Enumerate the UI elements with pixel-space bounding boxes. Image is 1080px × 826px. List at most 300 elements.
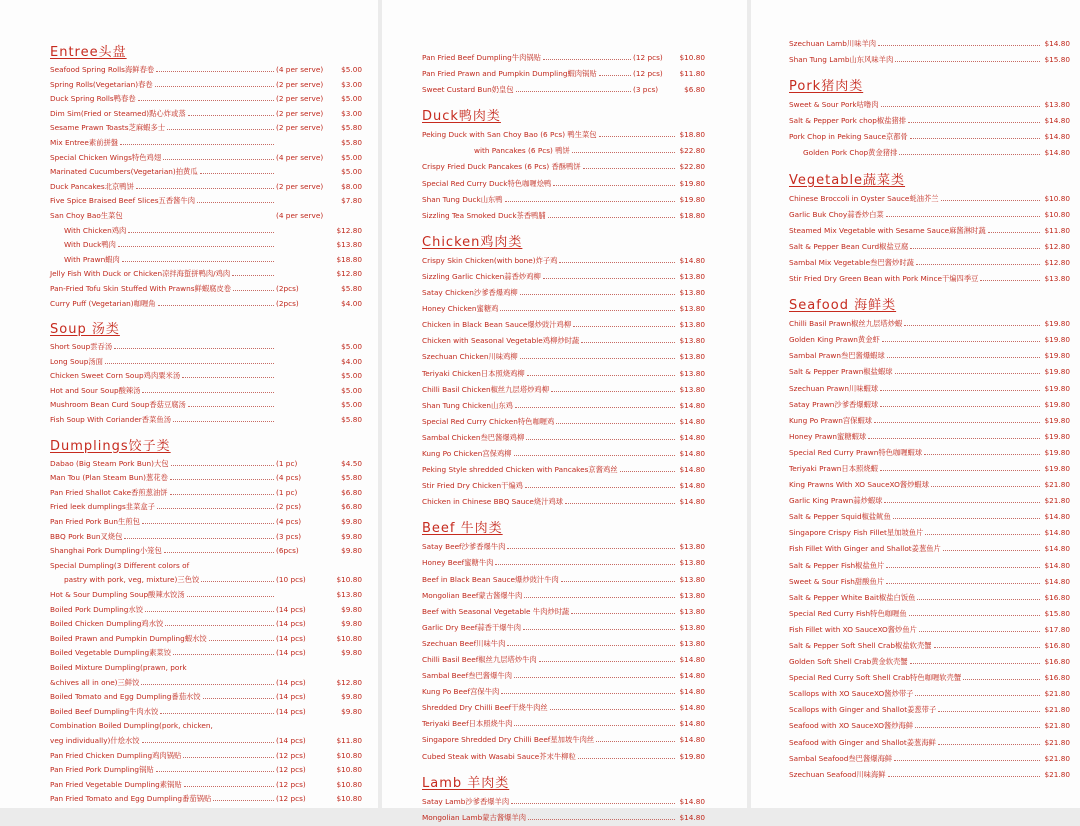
item-price: $21.80 <box>1044 705 1070 715</box>
menu-item <box>422 192 705 208</box>
item-price: $14.80 <box>679 812 705 822</box>
item-price: $13.80 <box>679 574 705 584</box>
item-name: Sweet Custard Bun奶皇包 <box>422 85 514 95</box>
menu-item <box>789 622 1070 638</box>
item-name: Special Red Curry Prawn特色咖喱蝦球 <box>789 447 923 457</box>
item-name: Sweet & Sour Fish甜酸鱼片 <box>789 576 885 586</box>
item-quantity: (2 per serve) <box>276 94 324 104</box>
dotted-leader <box>516 91 631 92</box>
item-price: $18.80 <box>336 254 362 264</box>
dotted-leader <box>899 154 1040 155</box>
menu-item <box>789 348 1070 364</box>
item-quantity: (4 pcs) <box>276 473 302 483</box>
dotted-leader <box>160 713 274 714</box>
dotted-leader <box>572 152 675 153</box>
item-name: With Duck鸭肉 <box>64 240 116 250</box>
dotted-leader <box>495 564 675 565</box>
item-name: veg individually)什烩水饺 <box>50 735 140 745</box>
dotted-leader <box>500 310 675 311</box>
item-name: Beef with Seasonal Vegetable 牛肉炒时蔬 <box>422 606 570 616</box>
dotted-leader <box>527 375 675 376</box>
menu-page-middle <box>382 0 747 822</box>
section-heading: Soup 汤类 <box>50 322 120 338</box>
item-price: $14.80 <box>1044 132 1070 142</box>
item-name: Golden Pork Chop黄金猪排 <box>803 148 898 158</box>
item-price: $8.00 <box>341 181 362 191</box>
item-price: $9.80 <box>341 692 362 702</box>
menu-item <box>50 457 362 472</box>
item-price: $14.80 <box>1044 116 1070 126</box>
item-name: Teriyaki Chicken日本照烧鸡柳 <box>422 368 525 378</box>
dotted-leader <box>188 115 274 116</box>
menu-item <box>50 355 362 370</box>
item-price: $10.80 <box>336 794 362 804</box>
dotted-leader <box>908 122 1040 123</box>
menu-item <box>789 751 1070 767</box>
menu-item <box>422 208 705 224</box>
item-name: Chicken Sweet Corn Soup鸡肉粟米汤 <box>50 371 181 381</box>
menu-item <box>422 700 705 716</box>
dotted-leader <box>941 200 1040 201</box>
dotted-leader <box>553 185 675 186</box>
dotted-leader <box>187 596 274 597</box>
menu-item <box>50 63 362 78</box>
item-price: $9.80 <box>341 517 362 527</box>
menu-item <box>50 661 362 676</box>
menu-page-right <box>751 0 1080 808</box>
menu-item <box>789 670 1070 686</box>
item-name: Szechuan Prawn川味蝦球 <box>789 383 879 393</box>
dotted-leader <box>170 479 274 480</box>
item-price: $5.00 <box>341 400 362 410</box>
menu-item <box>422 143 705 159</box>
item-price: $9.80 <box>341 619 362 629</box>
item-name: Garlic King Prawn蒜炒蝦球 <box>789 496 883 506</box>
dotted-leader <box>501 693 675 694</box>
menu-item <box>422 430 705 446</box>
menu-item <box>422 462 705 478</box>
menu-item <box>422 555 705 571</box>
menu-item <box>50 778 362 793</box>
dotted-leader <box>188 406 274 407</box>
item-name: Szechuan Beef川味牛肉 <box>422 638 506 648</box>
menu-item <box>50 676 362 691</box>
dotted-leader <box>232 275 274 276</box>
item-price: $12.80 <box>1044 257 1070 267</box>
dotted-leader <box>599 75 631 76</box>
item-name: Singapore Shredded Dry Chilli Beef星加坡牛肉丝 <box>422 735 595 745</box>
menu-item <box>50 224 362 239</box>
item-name: Salt & Pepper White Bait椒盐白饭鱼 <box>789 592 916 602</box>
item-name: Sambal Chicken叁巴酱爆鸡柳 <box>422 432 525 442</box>
item-quantity: (14 pcs) <box>276 706 306 716</box>
dotted-leader <box>882 341 1040 342</box>
item-price: $9.80 <box>341 706 362 716</box>
dotted-leader <box>167 129 274 130</box>
dotted-leader <box>164 552 274 553</box>
item-price: $14.80 <box>679 432 705 442</box>
item-price: $14.80 <box>679 400 705 410</box>
item-price: $13.80 <box>679 590 705 600</box>
item-name: Sesame Prawn Toasts芝麻蝦多士 <box>50 123 166 133</box>
menu-item <box>50 92 362 107</box>
item-price: $10.80 <box>336 779 362 789</box>
item-price: $14.80 <box>679 255 705 265</box>
dotted-leader <box>887 357 1040 358</box>
menu-item <box>50 194 362 209</box>
item-price: $9.80 <box>341 531 362 541</box>
item-name: Seafood Spring Rolls海鲜春卷 <box>50 65 155 74</box>
item-price: $14.80 <box>679 448 705 458</box>
dotted-leader <box>528 819 675 820</box>
dotted-leader <box>156 771 274 772</box>
item-name: Satay Beef沙爹香爆牛肉 <box>422 542 506 552</box>
item-price: $14.80 <box>679 671 705 681</box>
item-price: $10.80 <box>679 53 705 62</box>
section-heading: Beef 牛肉类 <box>422 521 503 537</box>
item-price: $13.80 <box>1044 274 1070 284</box>
dotted-leader <box>915 727 1040 728</box>
item-price: $12.80 <box>336 269 362 279</box>
menu-item <box>50 253 362 268</box>
menu-item <box>422 668 705 684</box>
item-price: $19.80 <box>679 751 705 761</box>
dotted-leader <box>173 421 274 422</box>
dotted-leader <box>565 503 675 504</box>
menu-item <box>422 349 705 365</box>
menu-item <box>789 541 1070 557</box>
menu-item <box>50 632 362 647</box>
dotted-leader <box>114 348 274 349</box>
dotted-leader <box>915 695 1040 696</box>
item-price: $14.80 <box>679 655 705 664</box>
item-price: $5.00 <box>341 167 362 177</box>
dotted-leader <box>157 508 274 509</box>
dotted-leader <box>158 305 274 306</box>
item-price: $13.80 <box>679 558 705 568</box>
dotted-leader <box>515 407 675 408</box>
menu-item <box>422 684 705 700</box>
item-name: Sambal Mix Vegetable叁巴酱炒时蔬 <box>789 257 914 267</box>
menu-item <box>50 573 362 588</box>
item-name: Shredded Dry Chilli Beef干烧牛肉丝 <box>422 703 548 713</box>
dotted-leader <box>526 439 675 440</box>
item-name: Golden King Prawn黄金虾 <box>789 335 880 345</box>
item-name: Honey Beef蜜糖牛肉 <box>422 558 494 568</box>
menu-item <box>50 282 362 297</box>
item-price: $16.80 <box>1044 673 1070 683</box>
menu-item <box>789 36 1070 52</box>
dotted-leader <box>578 758 675 759</box>
menu-item <box>422 620 705 636</box>
dotted-leader <box>925 534 1040 535</box>
menu-item <box>50 209 362 224</box>
dotted-leader <box>910 248 1040 249</box>
item-name: Pan Fried Pork Bun生煎包 <box>50 517 140 527</box>
item-name: Long Soup汤面 <box>50 356 103 366</box>
item-name: Curry Puff (Vegetarian)咖喱角 <box>50 298 156 308</box>
dotted-leader <box>583 168 675 169</box>
menu-item <box>50 719 362 734</box>
menu-item <box>422 716 705 732</box>
item-name: Shan Tung Duck山东鸭 <box>422 194 503 204</box>
item-price: $14.80 <box>1044 576 1070 586</box>
item-price: $14.80 <box>679 416 705 426</box>
menu-item <box>422 176 705 192</box>
menu-item <box>50 544 362 559</box>
menu-item <box>50 588 362 603</box>
item-name: Crispy Skin Chicken(with bone)炸子鸡 <box>422 255 558 265</box>
dotted-leader <box>197 202 274 203</box>
dotted-leader <box>183 757 274 758</box>
item-price: $13.80 <box>679 542 705 552</box>
menu-item <box>50 486 362 501</box>
item-name: Mongolian Beef蒙古酱爆牛肉 <box>422 590 523 600</box>
item-name: Boiled Tomato and Egg Dumpling番茄水饺 <box>50 692 201 702</box>
dotted-leader <box>136 188 274 189</box>
item-quantity: (4 per serve) <box>276 65 324 74</box>
item-quantity: (14 pcs) <box>276 633 306 643</box>
menu-item <box>50 530 362 545</box>
item-price: $5.00 <box>341 65 362 74</box>
menu-item <box>50 690 362 705</box>
item-price: $19.80 <box>1044 319 1070 329</box>
dotted-leader <box>938 711 1040 712</box>
dotted-leader <box>520 358 675 359</box>
item-name: Man Tou (Plan Steam Bun)葱花卷 <box>50 473 168 483</box>
menu-item <box>789 525 1070 541</box>
item-price: $14.80 <box>679 465 705 475</box>
item-name: Special Red Curry Fish特色咖喱鱼 <box>789 608 907 618</box>
dotted-leader <box>880 406 1040 407</box>
item-quantity: (2 per serve) <box>276 181 324 191</box>
menu-item <box>789 364 1070 380</box>
menu-section-section <box>422 50 705 98</box>
item-quantity: (1 pc) <box>276 487 298 497</box>
item-price: $21.80 <box>1044 753 1070 763</box>
item-name: Fish Fillet with XO SauceXO酱炒鱼片 <box>789 624 917 634</box>
menu-item <box>789 413 1070 429</box>
item-price: $6.80 <box>341 502 362 512</box>
item-price: $14.80 <box>679 735 705 745</box>
menu-item <box>50 267 362 282</box>
menu-item <box>789 638 1070 654</box>
item-price: $4.50 <box>341 458 362 468</box>
dotted-leader <box>524 597 675 598</box>
item-quantity: (12 pcs) <box>276 750 306 760</box>
menu-item <box>789 332 1070 348</box>
item-price: $13.80 <box>679 622 705 632</box>
dotted-leader <box>599 136 675 137</box>
menu-item <box>50 413 362 428</box>
menu-section-beef <box>422 510 705 764</box>
menu-item <box>50 369 362 384</box>
dotted-leader <box>201 581 274 582</box>
item-name: Fish Soup With Coriander香菜鱼汤 <box>50 415 171 425</box>
menu-item <box>422 159 705 175</box>
item-name: Short Soup雲吞汤 <box>50 342 113 352</box>
dotted-leader <box>171 465 274 466</box>
menu-item <box>50 121 362 136</box>
dotted-leader <box>916 264 1040 265</box>
item-price: $5.00 <box>341 371 362 381</box>
dotted-leader <box>561 581 675 582</box>
menu-item <box>789 590 1070 606</box>
dotted-leader <box>514 725 675 726</box>
item-price: $19.80 <box>679 194 705 204</box>
menu-item <box>50 705 362 720</box>
item-price: $19.80 <box>1044 447 1070 457</box>
item-name: Pan Fried Shallot Cake香煎葱油饼 <box>50 487 168 497</box>
item-name: Sweet & Sour Pork咕噜肉 <box>789 100 879 110</box>
item-name: Salt & Pepper Bean Curd椒盐豆腐 <box>789 241 909 251</box>
item-price: $6.80 <box>684 85 705 95</box>
item-price: $14.80 <box>679 796 705 806</box>
menu-item <box>422 50 705 66</box>
menu-item <box>789 145 1070 161</box>
item-name: Salt & Pepper Soft Shell Crab椒盐软壳蟹 <box>789 641 932 650</box>
item-name: Sambal Seafood叁巴酱爆海鲜 <box>789 753 893 763</box>
dotted-leader <box>233 290 274 291</box>
item-name: Honey Prawn蜜糖蝦球 <box>789 431 867 441</box>
item-price: $5.00 <box>341 94 362 104</box>
item-name: San Choy Bao生菜包 <box>50 210 123 220</box>
dotted-leader <box>884 502 1040 503</box>
item-name: Fish Fillet With Ginger and Shallot姜葱鱼片 <box>789 544 941 554</box>
section-heading: Pork猪肉类 <box>789 79 864 95</box>
dotted-leader <box>543 59 631 60</box>
item-name: Chilli Basil Beef椒丝九层塔炒牛肉 <box>422 655 537 664</box>
dotted-leader <box>539 661 675 662</box>
dotted-leader <box>514 455 675 456</box>
dotted-leader <box>878 45 1040 46</box>
menu-item <box>789 271 1070 287</box>
menu-item <box>789 493 1070 509</box>
item-name: Hot & Sour Dumpling Soup酸辣水饺汤 <box>50 590 185 599</box>
menu-section-section <box>789 36 1070 68</box>
item-price: $12.80 <box>336 225 362 235</box>
item-name: Szechuan Chicken川味鸡柳 <box>422 352 518 362</box>
dotted-leader <box>893 518 1040 519</box>
item-quantity: (12 pcs) <box>276 794 306 804</box>
dotted-leader <box>980 280 1040 281</box>
item-price: $22.80 <box>679 162 705 172</box>
item-name: Mushroom Bean Curd Soup香菇豆腐汤 <box>50 400 186 410</box>
item-name: Pan-Fried Tofu Skin Stuffed With Prawns鲜蝦腐皮卷 <box>50 283 232 293</box>
menu-item <box>50 384 362 399</box>
menu-item <box>50 792 362 807</box>
menu-item <box>422 127 705 143</box>
dotted-leader <box>155 86 274 87</box>
dotted-leader <box>868 438 1040 439</box>
menu-item <box>789 52 1070 68</box>
item-price: $3.00 <box>341 79 362 89</box>
menu-section-vegetable <box>789 162 1070 288</box>
menu-item <box>789 191 1070 207</box>
menu-item <box>50 297 362 312</box>
dotted-leader <box>209 640 274 641</box>
item-price: $18.80 <box>679 130 705 140</box>
dotted-leader <box>184 786 274 787</box>
item-price: $21.80 <box>1044 496 1070 506</box>
dotted-leader <box>910 663 1040 664</box>
menu-item <box>789 381 1070 397</box>
item-price: $12.80 <box>1044 241 1070 251</box>
menu-item <box>789 767 1070 783</box>
menu-item <box>789 702 1070 718</box>
menu-item <box>50 763 362 778</box>
item-quantity: (3 pcs) <box>276 531 302 541</box>
item-name: Spring Rolls(Vegetarian)春卷 <box>50 79 153 89</box>
item-name: Shan Tung Lamb山东风味羊肉 <box>789 55 894 65</box>
menu-section-pork <box>789 68 1070 161</box>
item-price: $5.00 <box>341 342 362 352</box>
item-price: $18.80 <box>679 210 705 220</box>
menu-section-lamb <box>422 765 705 826</box>
dotted-leader <box>550 709 675 710</box>
dotted-leader <box>182 377 274 378</box>
item-price: $17.80 <box>1044 624 1070 634</box>
menu-item <box>422 494 705 510</box>
item-quantity: (12 pcs) <box>276 765 306 775</box>
dotted-leader <box>573 326 675 327</box>
dotted-leader <box>886 583 1040 584</box>
menu-item <box>50 749 362 764</box>
item-price: $5.00 <box>341 152 362 162</box>
menu-page-left <box>0 0 378 808</box>
item-name: Peking Style shredded Chicken with Pancakes京酱鸡丝 <box>422 465 618 475</box>
item-price: $19.80 <box>1044 463 1070 473</box>
item-name: Garlic Dry Beef蒜香干爆牛肉 <box>422 622 522 632</box>
item-quantity: (2pcs) <box>276 298 299 308</box>
item-price: $4.00 <box>341 298 362 308</box>
item-price: $12.80 <box>336 677 362 687</box>
item-name: Boiled Pork Dumpling水饺 <box>50 604 144 614</box>
item-price: $19.80 <box>1044 367 1070 377</box>
dotted-leader <box>507 548 675 549</box>
item-name: Fried leek dumplings韭菜盒子 <box>50 502 155 512</box>
item-quantity: (4 pcs) <box>276 517 302 527</box>
menu-item <box>422 588 705 604</box>
item-price: $14.80 <box>1044 148 1070 158</box>
menu-item <box>422 636 705 652</box>
item-price: $10.80 <box>336 765 362 775</box>
menu-item <box>422 301 705 317</box>
item-price: $3.00 <box>341 108 362 118</box>
item-name: Steamed Mix Vegetable with Sesame Sauce麻酱淋时蔬 <box>789 225 986 235</box>
dotted-leader <box>142 392 274 393</box>
item-name: Dim Sim(Fried or Steamed)點心炸或蒸 <box>50 108 186 118</box>
menu-item <box>422 539 705 555</box>
dotted-leader <box>142 742 274 743</box>
item-quantity: (12 pcs) <box>633 69 663 79</box>
item-name: Combination Boiled Dumpling(pork, chicken, <box>50 721 213 731</box>
item-price: $13.80 <box>679 288 705 298</box>
menu-item <box>789 654 1070 670</box>
dotted-leader <box>931 486 1040 487</box>
item-price: $13.80 <box>679 271 705 281</box>
item-price: $16.80 <box>1044 641 1070 650</box>
section-heading: Entree头盘 <box>50 45 127 60</box>
dotted-leader <box>943 550 1040 551</box>
item-price: $4.00 <box>341 356 362 366</box>
item-name: Scallops with Ginger and Shallot姜葱带子 <box>789 705 937 715</box>
item-name: Boiled Vegetable Dumpling素菜饺 <box>50 648 171 658</box>
item-name: with Pancakes (6 Pcs) 鸭饼 <box>474 146 570 156</box>
item-name: Stir Fried Dry Green Bean with Pork Mince干煸四季豆 <box>789 274 979 284</box>
menu-item <box>789 429 1070 445</box>
dotted-leader <box>170 494 274 495</box>
